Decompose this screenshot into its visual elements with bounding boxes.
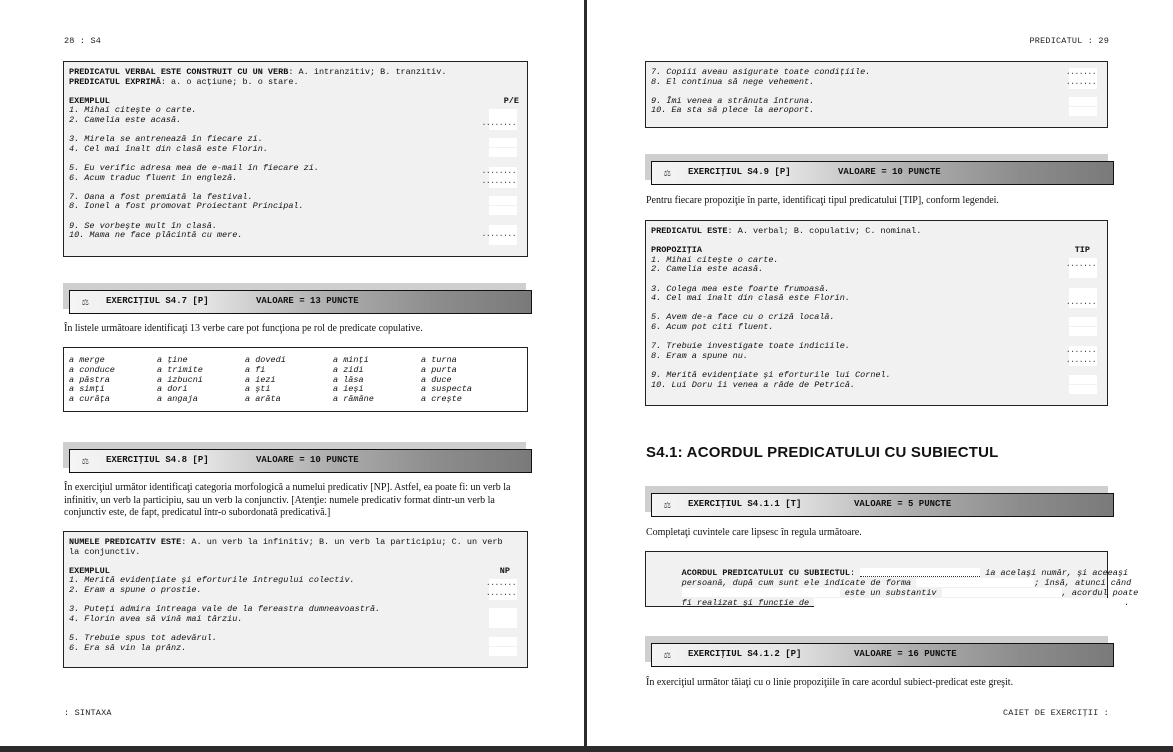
example-item: 3. Colega mea este foarte frumoasă.	[651, 283, 830, 294]
column-header-np: NP	[499, 565, 510, 576]
example-item: 8. Eram a spune nu.	[651, 350, 748, 361]
example-item: 2. Camelia este acasă.	[69, 114, 182, 125]
verb-list-box	[63, 347, 528, 412]
example-item: 7. Trebuie investigate toate indiciile.	[651, 341, 850, 352]
type-legend-bold: PREDICATUL ESTE	[651, 226, 728, 236]
column-header-example: EXEMPLUL	[69, 95, 110, 106]
rule-blank-5[interactable]	[814, 598, 1124, 607]
predicate-type-box	[645, 220, 1108, 406]
rule-part-3: ; însă, atunci când	[1034, 578, 1132, 588]
book-stack-icon: ⚖	[664, 500, 671, 512]
rule-part-1: ia acelaşi număr, şi aceeaşi	[985, 568, 1129, 578]
exercise-s412-header	[645, 636, 1114, 670]
np-legend-bold: NUMELE PREDICATIV ESTE	[69, 537, 182, 547]
right-page	[589, 0, 1173, 746]
answer-field-3-4[interactable]	[489, 608, 517, 628]
verb-option[interactable]: a zidi	[333, 364, 364, 375]
verb-option[interactable]: a suspecta	[421, 384, 473, 395]
exercise-title: EXERCIŢIUL S4.9 [P]	[688, 167, 791, 177]
verb-option[interactable]: a lăsa	[333, 374, 364, 385]
example-item: 4. Cel mai înalt din clasă este Florin.	[69, 143, 268, 154]
legend-line1-bold: PREDICATUL VERBAL ESTE CONSTRUIT CU UN VERB	[69, 67, 289, 77]
answer-field-8[interactable]	[489, 206, 517, 215]
exercise-s412-instruction: În exerciţiul următor tăiaţi cu o linie propoziţiile în care acordul subiect-predicat este greşit.	[646, 677, 1014, 688]
exercise-value: VALOARE = 13 PUNCTE	[256, 296, 359, 306]
exercise-s49-header	[645, 154, 1114, 188]
left-page-header: 28 : S4	[64, 36, 102, 46]
rule-end: .	[1124, 598, 1130, 608]
verb-option[interactable]: a trimite	[157, 364, 203, 375]
exercise-value: VALOARE = 10 PUNCTE	[256, 455, 359, 465]
example-item: 5. Avem de-a face cu o criză locală.	[651, 312, 835, 323]
example-item: 1. Mihai citeşte o carte.	[651, 254, 779, 265]
verb-option[interactable]: a turna	[421, 355, 457, 365]
rule-part-2: persoană, după cum sunt ele indicate de forma	[681, 578, 912, 588]
exercise-title: EXERCIŢIUL S4.1.2 [P]	[688, 649, 802, 659]
verb-option[interactable]: a rămâne	[333, 394, 374, 405]
example-item: 7. Oana a fost premiată la festival.	[69, 191, 253, 202]
rule-part-6: fi realizat şi funcţie de	[681, 598, 810, 608]
verb-option[interactable]: a simţi	[69, 384, 105, 395]
verb-option[interactable]: a creşte	[421, 394, 462, 405]
example-item: 1. Mihai citeşte o carte.	[69, 105, 197, 116]
left-page-footer: : SINTAXA	[64, 708, 112, 718]
example-item: 7. Copiii aveau asigurate toate condiţiile.	[651, 67, 871, 77]
legend-line2-rest: : a. o acţiune; b. o stare.	[160, 76, 299, 87]
example-item: 6. Acum traduc fluent în engleză.	[69, 172, 238, 183]
verb-option[interactable]: a iezi	[245, 374, 276, 385]
verb-option[interactable]: a duce	[421, 374, 452, 385]
book-stack-icon: ⚖	[82, 297, 89, 309]
type-legend-rest: : A. verbal; B. copulativ; C. nominal.	[727, 226, 922, 236]
exercise-title: EXERCIŢIUL S4.1.1 [T]	[688, 499, 802, 509]
example-item: 2. Camelia este acasă.	[651, 264, 764, 275]
example-item: 5. Trebuie spus tot adevărul.	[69, 632, 217, 643]
example-item: 10. Ea sta să plece la aeroport.	[651, 105, 815, 116]
example-item: 4. Cel mai înalt din clasă este Florin.	[651, 293, 850, 304]
verb-option[interactable]: a dori	[157, 384, 188, 395]
answer-field-7-8[interactable]: ....... .......	[1065, 346, 1096, 365]
answer-field-10[interactable]	[1069, 107, 1097, 116]
left-page	[0, 0, 584, 746]
answer-field-1-2[interactable]: .......	[1069, 258, 1097, 278]
np-legend-rest2: la conjunctiv.	[69, 546, 141, 557]
verb-option[interactable]: a purta	[421, 364, 457, 375]
exercise-s48-instruction: În exerciţiul următor identificaţi categoria morfologică a numelui predicativ [NP]. Astfel, ea poate fi: un verb la infinitiv, un verb la participiu, sau un verb la conjunctiv. [Atenţie: numele predicativ format dintr-un verb la conjunctiv este, de fapt, predicatul într-o subordonată predicativă.]	[64, 482, 511, 518]
exercise-title: EXERCIŢIUL S4.7 [P]	[106, 296, 209, 306]
example-item: 6. Era să vin la prânz.	[69, 642, 187, 653]
exercise-s47-instruction: În listele următoare identificaţi 13 verbe care pot funcţiona pe rol de predicate copulative.	[64, 323, 423, 334]
answer-field-9[interactable]	[1069, 375, 1097, 384]
verb-option[interactable]: a izbucni	[157, 374, 203, 385]
example-item: 8. Ionel a fost promovat Proiectant Principal.	[69, 201, 304, 212]
verb-option[interactable]: a ţine	[157, 355, 188, 365]
answer-field-4[interactable]	[489, 148, 517, 157]
example-item: 6. Acum pot citi fluent.	[651, 321, 774, 332]
answer-field-5[interactable]	[1069, 317, 1097, 326]
section-title: S4.1: ACORDUL PREDICATULUI CU SUBIECTUL	[646, 444, 999, 461]
column-header-tip: TIP	[1074, 245, 1090, 256]
book-spine-divider	[584, 0, 587, 752]
exercise-value: VALOARE = 16 PUNCTE	[854, 649, 957, 659]
example-item: 9. Merită evidenţiate şi eforturile lui Cornel.	[651, 369, 891, 380]
rule-part-5: , acordul poate	[1061, 588, 1139, 598]
exercise-s411-instruction: Completaţi cuvintele care lipsesc în regula următoare.	[646, 527, 862, 538]
answer-field-7[interactable]	[489, 196, 517, 205]
answer-field-7-8[interactable]: ....... .......	[1065, 68, 1096, 87]
rule-part-4: este un substantiv	[844, 588, 937, 598]
answer-field-10[interactable]	[1069, 385, 1097, 394]
answer-field-6[interactable]	[1069, 327, 1097, 336]
continued-items-box	[645, 61, 1108, 128]
book-stack-icon: ⚖	[664, 650, 671, 662]
verb-option[interactable]: a minţi	[333, 355, 369, 365]
example-item: 10. Lui Doru îi venea a râde de Petrică.	[651, 379, 856, 390]
verb-option[interactable]: a arăta	[245, 394, 281, 405]
book-stack-icon: ⚖	[664, 168, 671, 180]
example-item: 3. Puteţi admira întreaga vale de la fereastra dumneavoastră.	[69, 604, 381, 615]
answer-field-9[interactable]	[1069, 97, 1097, 106]
exercise-value: VALOARE = 5 PUNCTE	[854, 499, 952, 509]
legend-line2-bold: PREDICATUL EXPRIMĂ	[69, 76, 161, 87]
example-item: 1. Merită evidenţiate şi eforturile întregului colectiv.	[69, 575, 355, 586]
np-legend-rest: : A. un verb la infinitiv; B. un verb la participiu; C. un verb	[181, 537, 503, 547]
verb-option[interactable]: a merge	[69, 355, 105, 365]
column-header-proposition: PROPOZIŢIA	[651, 245, 703, 256]
answer-field-1-2[interactable]: ........	[489, 109, 517, 130]
bottom-edge	[0, 746, 1173, 752]
example-item: 8. El continua să nege vehement.	[651, 76, 815, 87]
example-item: 3. Mirela se antrenează în fiecare zi.	[69, 134, 263, 145]
answer-field-6[interactable]	[489, 647, 517, 656]
exercise-s49-instruction: Pentru fiecare propoziţie în parte, identificaţi tipul predicatului [TIP], conform legendei.	[646, 195, 999, 206]
example-item: 9. Îmi venea a strănuta întruna.	[651, 95, 815, 106]
answer-field-1-2[interactable]: ....... .......	[485, 579, 516, 598]
verb-option[interactable]: a curăţa	[69, 394, 110, 405]
verb-option[interactable]: a dovedi	[245, 355, 286, 365]
verb-option[interactable]: a ieşi	[333, 384, 364, 395]
predicate-legend-box	[63, 61, 528, 257]
answer-field-3-4[interactable]: .......	[1069, 288, 1097, 308]
example-item: 9. Se vorbeşte mult în clasă.	[69, 220, 217, 231]
exercise-value: VALOARE = 10 PUNCTE	[838, 167, 941, 177]
example-item: 2. Eram a spune o prostie.	[69, 584, 202, 595]
verb-option[interactable]: a păstra	[69, 374, 110, 385]
verb-option[interactable]: a conduce	[69, 364, 115, 375]
answer-field-5[interactable]	[489, 637, 517, 646]
exercise-title: EXERCIŢIUL S4.8 [P]	[106, 455, 209, 465]
verb-grid	[69, 356, 522, 405]
column-header-pe: P/E	[503, 95, 519, 106]
exercise-s48-header	[63, 442, 532, 476]
verb-option[interactable]: a fi	[245, 364, 266, 375]
verb-option[interactable]: a şti	[245, 384, 271, 395]
verb-option[interactable]: a angaja	[157, 394, 198, 405]
answer-field-9-10[interactable]: ........	[489, 225, 517, 245]
book-stack-icon: ⚖	[82, 456, 89, 468]
answer-field-3[interactable]	[489, 138, 517, 147]
exercise-s411-header	[645, 486, 1114, 520]
example-item: 5. Eu verific adresa mea de e-mail în fiecare zi.	[69, 162, 319, 173]
exercise-s47-header	[63, 283, 532, 317]
example-item: 10. Mama ne face plăcintă cu mere.	[69, 230, 243, 241]
np-legend-box	[63, 531, 528, 668]
legend-line1-rest: : A. intranzitiv; B. tranzitiv.	[288, 67, 447, 77]
rule-fill-box: ACORDUL PREDICATULUI CU SUBIECTUL: ia acelaşi număr, şi aceeaşi persoană, după cum sunt ele indicate de forma ; însă, atunci când este un substantiv , acordul poate fi realizat şi funcţie de .	[645, 551, 1108, 607]
right-page-header: PREDICATUL : 29	[1029, 36, 1109, 46]
example-item: 4. Florin avea să vină mai târziu.	[69, 613, 243, 624]
right-page-footer: CAIET DE EXERCIŢII :	[1002, 708, 1109, 718]
rule-bold: ACORDUL PREDICATULUI CU SUBIECTUL	[681, 568, 850, 578]
column-header-example: EXEMPLUL	[69, 565, 110, 576]
answer-field-5-6[interactable]: ........ ........	[481, 167, 516, 186]
